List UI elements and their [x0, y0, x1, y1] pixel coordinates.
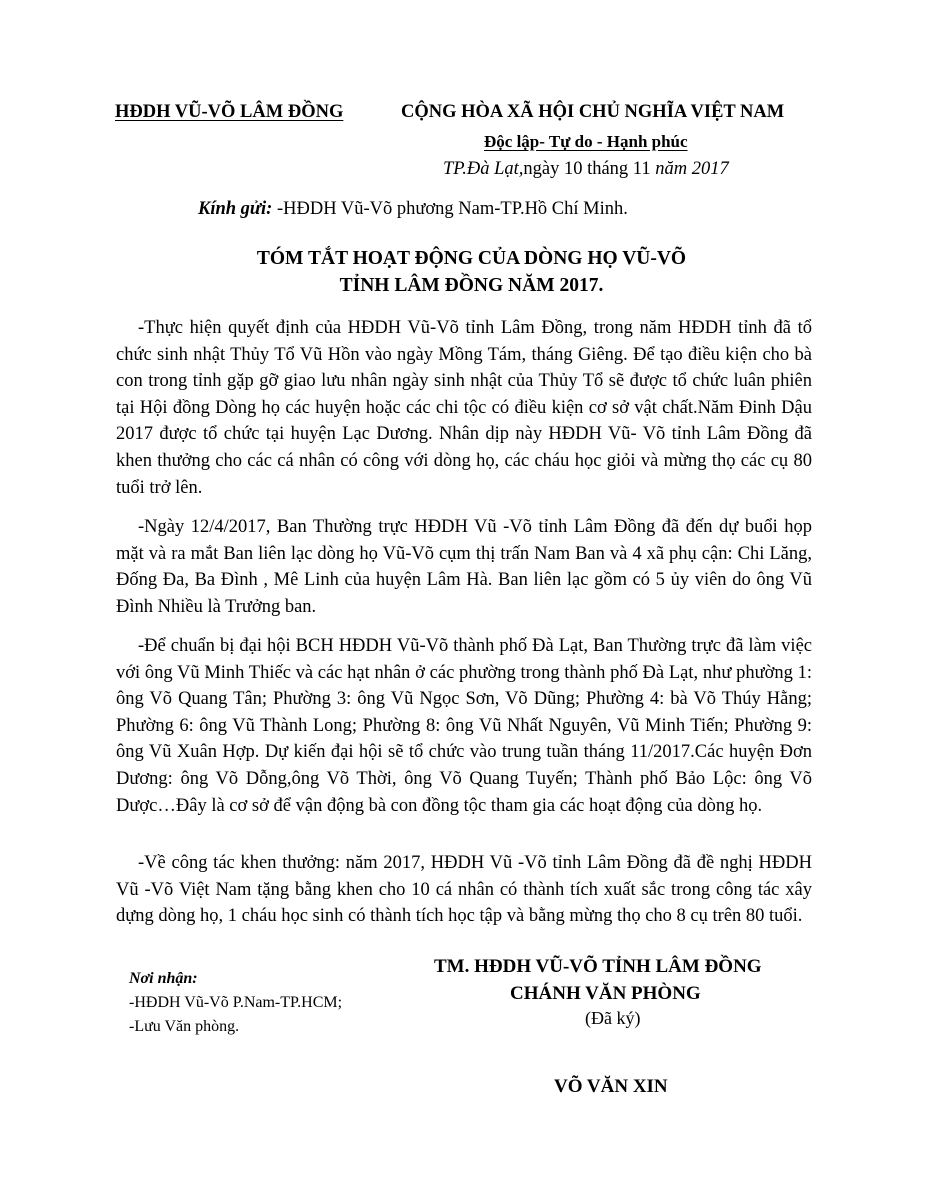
organization-header: HĐDH VŨ-VÕ LÂM ĐỒNG: [115, 102, 344, 122]
body-paragraph: -Ngày 12/4/2017, Ban Thường trực HĐDH Vũ -Võ tỉnh Lâm Đồng đã đến dự buổi họp mặt và ra mắt Ban liên lạc dòng họ Vũ-Võ cụm thị trấn Nam Ban và 4 xã phụ cận: Chi Lăng, Đống Đa, Ba Đình , Mê Linh của huyện Lâm Hà. Ban liên lạc gồm có 5 ủy viên do ông Vũ Đình Nhiều là Trưởng ban.: [116, 517, 812, 617]
national-title: CỘNG HÒA XÃ HỘI CHỦ NGHĨA VIỆT NAM: [401, 102, 785, 122]
national-motto: Độc lập- Tự do - Hạnh phúc: [484, 132, 688, 151]
body-paragraph: -Về công tác khen thưởng: năm 2017, HĐDH Vũ -Võ tỉnh Lâm Đồng đã đề nghị HĐDH Vũ -Võ Việt Nam tặng bằng khen cho 10 cá nhân có thành tích xuất sắc trong công tác xây dựng dòng họ, 1 cháu học sinh có thành tích học tập và bằng mừng thọ cho 8 cụ trên 80 tuổi.: [116, 853, 812, 927]
date-place: TP.Đà Lạt,: [443, 159, 524, 179]
recipients-item: -HĐDH Vũ-Võ P.Nam-TP.HCM;: [129, 994, 343, 1011]
signatory-name: VÕ VĂN XIN: [554, 1076, 668, 1097]
recipient-value: -HĐDH Vũ-Võ phương Nam-TP.Hồ Chí Minh.: [272, 199, 628, 219]
date-day-month: ngày 10 tháng 11: [523, 159, 651, 179]
signature-position: CHÁNH VĂN PHÒNG: [510, 983, 701, 1004]
body-paragraph: -Thực hiện quyết định của HĐDH Vũ-Võ tỉnh Lâm Đồng, trong năm HĐDH tỉnh đã tổ chức sinh nhật Thủy Tổ Vũ Hồn vào ngày Mồng Tám, tháng Giêng. Để tạo điều kiện cho bà con trong tỉnh gặp gỡ giao lưu nhân ngày sinh nhật của Thủy Tổ sẽ được tổ chức luân phiên tại Hội đồng Dòng họ các huyện hoặc các chi tộc có điều kiện cơ sở vật chất.Năm Đinh Dậu 2017 được tổ chức tại huyện Lạc Dương. Nhân dịp này HĐDH Vũ- Võ tỉnh Lâm Đồng đã khen thưởng cho các cá nhân có công với dòng họ, các cháu học giỏi và mừng thọ các cụ 80 tuổi trở lên.: [116, 318, 812, 498]
date-line: [443, 159, 729, 180]
recipient-line: [198, 199, 628, 220]
signature-note: (Đã ký): [585, 1008, 641, 1028]
date-year: năm 2017: [650, 159, 729, 179]
body-paragraph: -Để chuẩn bị đại hội BCH HĐDH Vũ-Võ thành phố Đà Lạt, Ban Thường trực đã làm việc với ông Vũ Minh Thiếc và các hạt nhân ở các phường trong thành phố Đà Lạt, như phường 1: ông Võ Quang Tân; Phường 3: ông Vũ Ngọc Sơn, Võ Dũng; Phường 4: bà Võ Thúy Hằng; Phường 6: ông Vũ Thành Long; Phường 8: ông Vũ Nhất Nguyên, Vũ Minh Tiến; Phường 9: ông Vũ Xuân Hợp. Dự kiến đại hội sẽ tổ chức vào trung tuần tháng 11/2017.Các huyện Đơn Dương: ông Võ Dỗng,ông Võ Thời, ông Võ Quang Tuyến; Thành phố Bảo Lộc: ông Võ Dược…Đây là cơ sở để vận động bà con đồng tộc tham gia các hoạt động của dòng họ.: [116, 636, 812, 816]
recipients-item: -Lưu Văn phòng.: [129, 1018, 240, 1035]
title-line-1: TÓM TẮT HOẠT ĐỘNG CỦA DÒNG HỌ VŨ-VÕ: [256, 248, 687, 269]
signature-organization: TM. HĐDH VŨ-VÕ TỈNH LÂM ĐỒNG: [434, 956, 762, 977]
recipient-label: Kính gửi:: [198, 199, 273, 219]
title-line-2: TỈNH LÂM ĐỒNG NĂM 2017.: [339, 275, 604, 296]
recipients-heading: Nơi nhận:: [129, 970, 198, 987]
document-title: [0, 245, 927, 299]
